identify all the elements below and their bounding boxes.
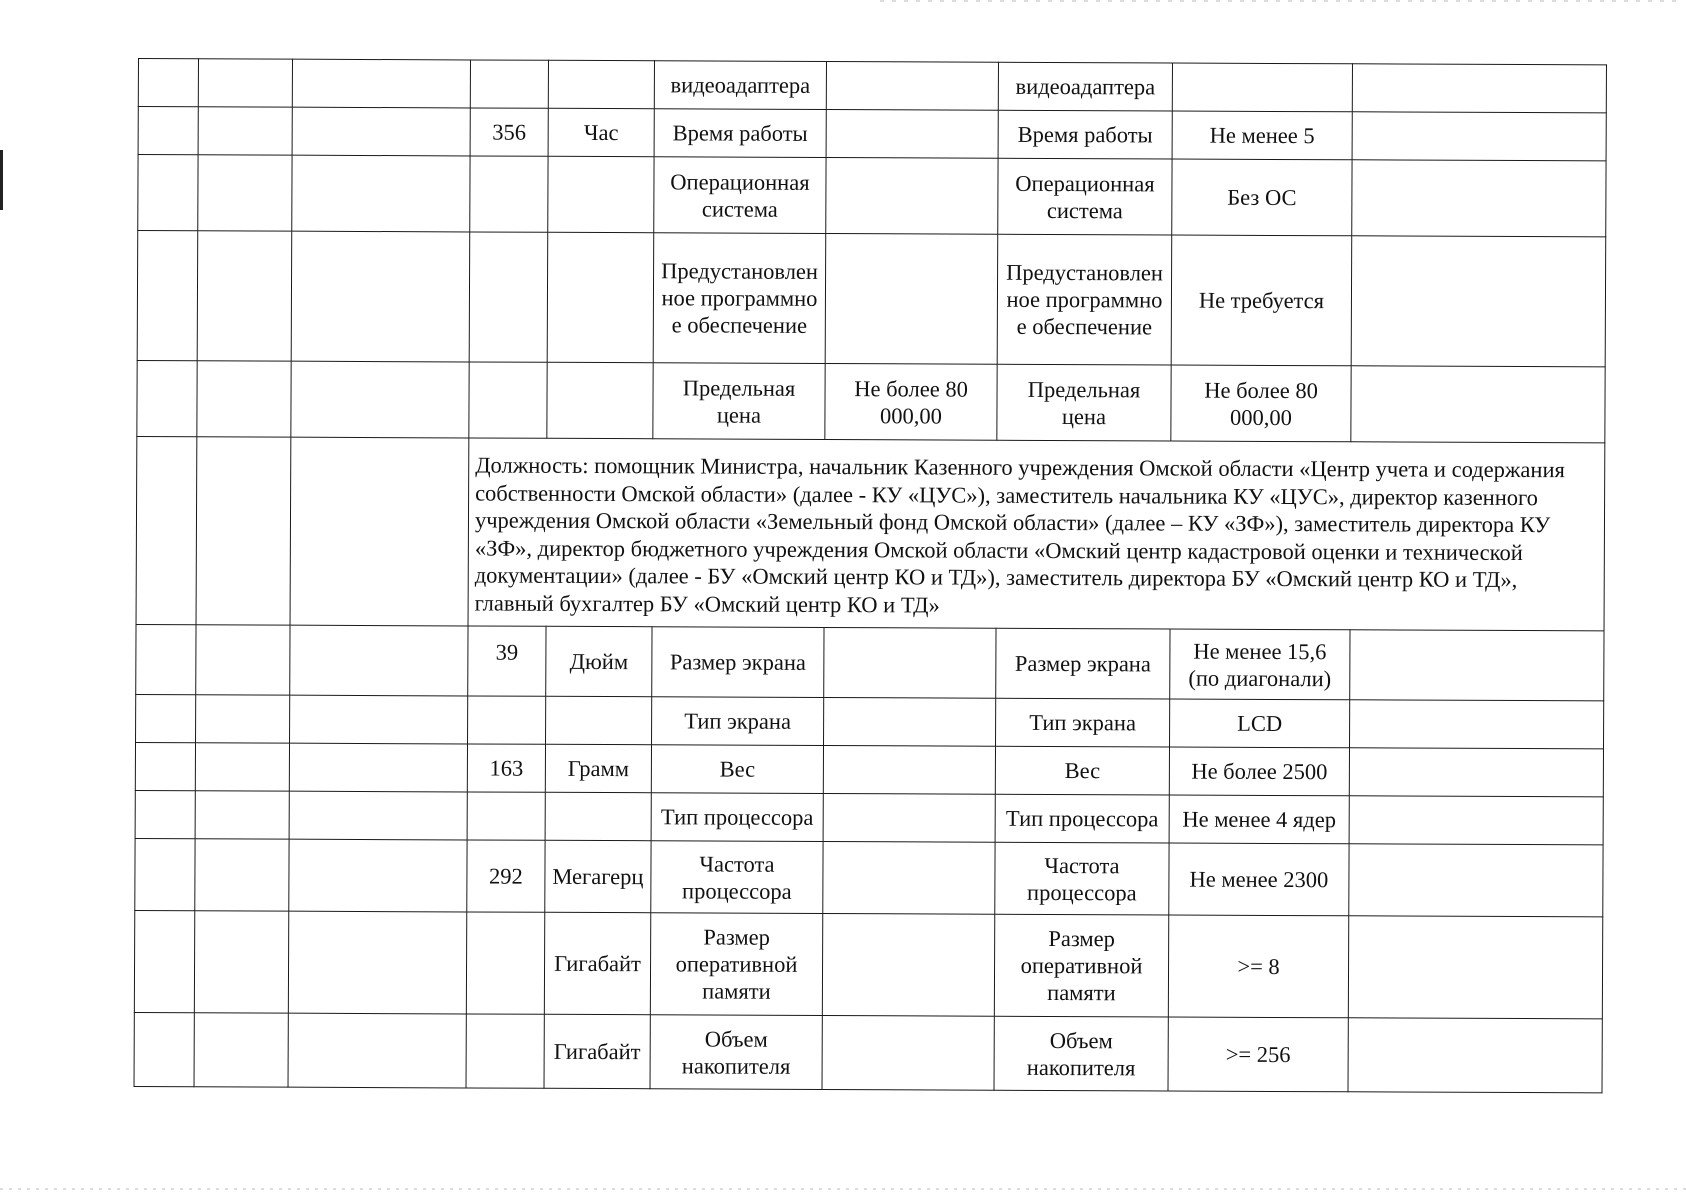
cell-characteristic: Вес xyxy=(651,745,823,794)
cell-value: Не более 80 000,00 xyxy=(825,364,997,441)
cell-unit-code xyxy=(470,156,548,232)
cell-characteristic: Объем накопителя xyxy=(650,1015,822,1090)
cell-name xyxy=(291,361,469,438)
cell-code xyxy=(198,107,292,155)
cell-characteristic-actual: Размер экрана xyxy=(996,628,1170,699)
scan-noise-bottom xyxy=(0,1188,1686,1190)
cell-unit-code xyxy=(466,912,544,1014)
cell-name xyxy=(289,839,467,912)
cell-unit-code xyxy=(468,696,546,744)
cell-number xyxy=(135,838,195,910)
cell-unit-code: 39 xyxy=(468,626,546,696)
cell-characteristic: Тип экрана xyxy=(652,697,824,746)
cell-justification xyxy=(1350,700,1604,749)
cell-name xyxy=(292,59,470,108)
table-row xyxy=(137,360,1605,442)
cell-number xyxy=(136,624,196,694)
cell-unit-name: Час xyxy=(548,108,654,156)
cell-characteristic-actual: видеоадаптера xyxy=(998,62,1172,111)
cell-name xyxy=(288,1013,466,1088)
cell-code xyxy=(197,361,291,437)
cell-unit-name xyxy=(545,792,651,840)
cell-code xyxy=(195,839,289,911)
table-row xyxy=(135,742,1603,796)
cell-value-actual xyxy=(1172,63,1352,112)
cell-characteristic: Размер оперативной памяти xyxy=(650,913,822,1016)
cell-value-actual: Не более 2500 xyxy=(1169,747,1349,796)
cell-number xyxy=(138,107,198,155)
cell-value-actual: Не менее 15,6 (по диагонали) xyxy=(1170,629,1350,700)
cell-unit-name xyxy=(547,232,654,362)
cell-unit-name: Грамм xyxy=(545,744,651,792)
cell-justification xyxy=(1348,916,1602,1019)
cell-characteristic-actual: Предустановленное программное обеспечение xyxy=(997,234,1172,365)
cell-value xyxy=(824,627,996,698)
cell-value xyxy=(822,913,994,1016)
cell-justification xyxy=(1350,630,1604,701)
cell-number xyxy=(138,59,198,107)
cell-number xyxy=(137,231,198,361)
cell-justification xyxy=(1349,844,1603,917)
cell-characteristic: Время работы xyxy=(654,109,826,158)
cell-unit-name: Мегагерц xyxy=(545,840,651,912)
cell-justification xyxy=(1348,1018,1602,1093)
cell-unit-name: Гигабайт xyxy=(544,912,650,1014)
scan-noise-top xyxy=(880,0,1680,2)
cell-code xyxy=(196,625,290,695)
cell-justification xyxy=(1349,748,1603,797)
scan-speck xyxy=(0,150,3,210)
cell-unit-name: Гигабайт xyxy=(544,1014,650,1088)
cell-value-actual: Не менее 4 ядер xyxy=(1169,795,1349,844)
cell-characteristic-actual: Вес xyxy=(995,746,1169,795)
cell-value-actual: Не требуется xyxy=(1171,235,1352,366)
cell-characteristic: видеоадаптера xyxy=(654,61,826,110)
characteristics-table xyxy=(134,58,1607,1093)
table-row xyxy=(134,910,1602,1018)
cell-code xyxy=(195,791,289,839)
cell-unit-code: 356 xyxy=(470,108,548,156)
cell-justification xyxy=(1352,64,1606,113)
cell-value-actual: >= 8 xyxy=(1168,915,1348,1018)
cell-number xyxy=(135,742,195,790)
cell-unit-code xyxy=(469,232,548,362)
cell-value-actual: Не более 80 000,00 xyxy=(1171,365,1351,442)
cell-name xyxy=(292,107,470,156)
cell-code xyxy=(196,695,290,743)
cell-name xyxy=(289,743,467,792)
cell-code xyxy=(194,1013,288,1087)
cell-value xyxy=(822,1015,994,1090)
position-notice: Должность: помощник Министра, начальник Казенного учреждения Омской области «Центр учета и содержания собственности Омской области» (далее - КУ «ЦУС»), заместитель начальника КУ «ЦУС», директор казенного учреждения Омской области «Земельный фонд Омской области» (далее – КУ «ЗФ»), заместитель директора КУ «ЗФ», директор бюджетного учреждения Омской области «Омский центр кадастровой оценки и технической документации» (далее - БУ «Омский центр КО и ТД»), заместитель директора БУ «Омский центр КО и ТД», главный бухгалтер БУ «Омский центр КО и ТД» xyxy=(468,438,1605,631)
cell-value xyxy=(826,110,998,159)
cell-value xyxy=(826,62,998,111)
cell-value-actual: LCD xyxy=(1170,699,1350,748)
cell-justification xyxy=(1351,236,1606,367)
cell-code xyxy=(197,231,292,361)
cell-unit-code xyxy=(467,792,545,840)
cell-unit-code xyxy=(470,60,548,108)
cell-value xyxy=(826,158,998,235)
cell-name xyxy=(290,695,468,744)
cell-unit-code: 163 xyxy=(467,744,545,792)
table-row xyxy=(137,231,1606,367)
cell-name xyxy=(289,791,467,840)
cell-characteristic-actual: Размер оперативной памяти xyxy=(994,914,1168,1017)
cell-value-actual: Без ОС xyxy=(1172,159,1352,236)
cell-number xyxy=(138,155,198,231)
cell-value xyxy=(823,841,995,914)
table-row xyxy=(135,838,1603,916)
cell-characteristic-actual: Частота процессора xyxy=(995,842,1169,915)
cell-code xyxy=(194,911,288,1013)
cell-justification xyxy=(1352,160,1606,237)
cell-name xyxy=(291,231,470,362)
cell-value xyxy=(824,697,996,746)
cell-number xyxy=(137,360,197,436)
table-row xyxy=(134,1012,1602,1092)
cell-code xyxy=(198,59,292,107)
cell-number xyxy=(134,910,194,1012)
cell-code xyxy=(198,155,292,231)
cell-characteristic-actual: Время работы xyxy=(998,110,1172,159)
document-page xyxy=(134,58,1606,1093)
cell-code xyxy=(195,743,289,791)
cell-unit-name: Дюйм xyxy=(546,626,652,696)
cell-value-actual: Не менее 5 xyxy=(1172,111,1352,160)
cell-number xyxy=(135,790,195,838)
cell-characteristic-actual: Тип экрана xyxy=(996,698,1170,747)
cell-code xyxy=(196,437,291,625)
cell-value-actual: >= 256 xyxy=(1168,1017,1348,1092)
table-row xyxy=(136,624,1604,700)
cell-value-actual: Не менее 2300 xyxy=(1169,843,1349,916)
cell-unit-code xyxy=(466,1014,544,1088)
cell-number xyxy=(136,436,197,624)
cell-unit-name xyxy=(548,60,654,108)
cell-value xyxy=(823,745,995,794)
cell-name xyxy=(290,437,469,626)
cell-value xyxy=(825,234,998,365)
cell-value xyxy=(823,793,995,842)
cell-number xyxy=(134,1012,194,1086)
cell-characteristic: Операционная система xyxy=(654,157,826,234)
cell-name xyxy=(292,155,470,232)
cell-characteristic: Предельная цена xyxy=(653,363,825,440)
table-row xyxy=(138,155,1606,237)
cell-characteristic-actual: Операционная система xyxy=(998,158,1172,235)
cell-name xyxy=(288,911,466,1014)
cell-unit-code: 292 xyxy=(467,840,545,912)
position-notice-row xyxy=(136,436,1605,630)
cell-justification xyxy=(1349,796,1603,845)
table-row xyxy=(135,790,1603,844)
cell-characteristic: Предустановленное программное обеспечение xyxy=(653,233,826,364)
cell-unit-name xyxy=(548,156,654,232)
cell-characteristic-actual: Предельная цена xyxy=(997,364,1171,441)
cell-characteristic: Тип процессора xyxy=(651,793,823,842)
cell-characteristic-actual: Объем накопителя xyxy=(994,1016,1168,1091)
cell-justification xyxy=(1351,366,1605,443)
table-row xyxy=(136,694,1604,748)
cell-unit-name xyxy=(547,362,653,438)
cell-name xyxy=(290,625,468,696)
cell-characteristic: Частота процессора xyxy=(651,841,823,914)
cell-unit-code xyxy=(469,362,547,438)
cell-unit-name xyxy=(546,696,652,744)
cell-number xyxy=(136,694,196,742)
cell-characteristic-actual: Тип процессора xyxy=(995,794,1169,843)
cell-justification xyxy=(1352,112,1606,161)
cell-characteristic: Размер экрана xyxy=(652,627,824,698)
table-row xyxy=(138,59,1606,113)
table-row xyxy=(138,107,1606,161)
